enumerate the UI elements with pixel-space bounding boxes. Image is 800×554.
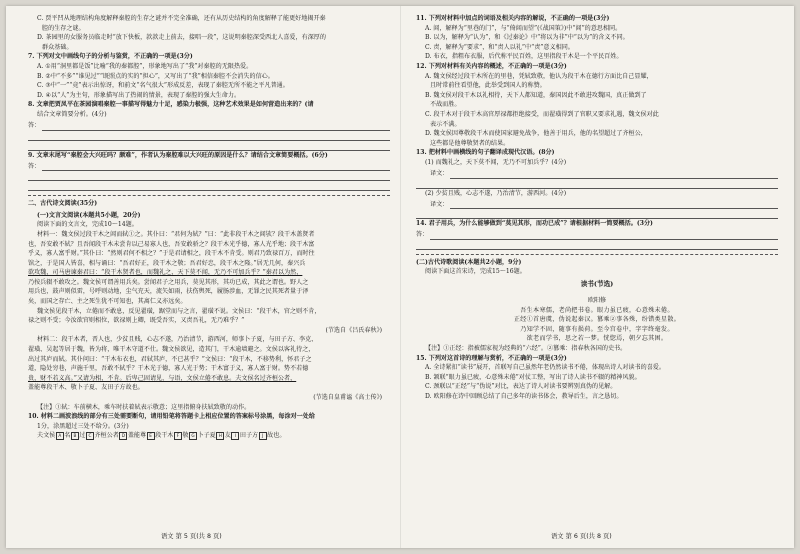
break-option-box[interactable]: J bbox=[259, 432, 267, 440]
reading-intro: 阅读下面的文言文，完成10～14题。 bbox=[37, 221, 138, 229]
material-1-line: 矣，而国之存亡、主之死生犹不可知也，其离仁义亦远矣。 bbox=[28, 298, 187, 306]
question-15-option-a: A. 全诗紧扣“读书”展开，首联写自己虽然年老仍然读书不倦，体现出诗人对读书的喜爱。 bbox=[425, 364, 665, 372]
question-11-option-a: A. 闾，解释为“里巷的门”，与“倚闾而望”(《战国策》)中“闾”的意思相同。 bbox=[425, 24, 622, 32]
question-8-answer-line[interactable] bbox=[28, 121, 390, 131]
annotation-note: 【注】①轼：车前横木，乘车时扶着轼表示敬意；这里指俯身扶轼致敬的动作。 bbox=[37, 403, 251, 411]
poem-title: 读书(节选) bbox=[580, 279, 614, 288]
material-1-line: 乃按兵辍不敢攻之。魏文侯可谓善用兵矣。尝闻君子之用兵，莫见其形，其功已成，其此之谓也。野人之 bbox=[28, 278, 309, 286]
answer-rule bbox=[42, 162, 390, 171]
break-option-box[interactable]: D bbox=[119, 432, 127, 440]
question-7-option-d: D. ④以“人”为主句，形象描写出了热闹的情景，表现了秦腔的强大生命力。 bbox=[37, 91, 241, 99]
material-2-line: 贵，财不若义高。”又请为相，不肯。后卑己固请见，与语，文侯立倦不敢息。夫文侯名过齐桓公者， bbox=[28, 374, 297, 382]
material-2-line: 盖能尊段干木、敬卜子夏、友田子方故也。 bbox=[28, 384, 144, 392]
sentence-grid bbox=[37, 431, 285, 441]
exam-sheet bbox=[6, 6, 794, 548]
material-1-line: 魏文侯见段干木，立倦而不敢息，反见翟璜，踞堂而与之言，翟璜不说。文侯曰：“段干木，官之则不肯， bbox=[37, 307, 321, 315]
material-2-source: (节选自皇甫谧《高士传》) bbox=[313, 394, 382, 401]
question-9-stem: 9. 文章末尾写“秦腔会大兴旺吗？颇难”，作者认为秦腔难以大兴旺的原因是什么？请结合文章简要概括。(6分) bbox=[28, 151, 328, 159]
answer-rule bbox=[450, 200, 778, 209]
question-15-option-c: C. 颈联以“正经”与“伪说”对比，表达了诗人对读书要辨别真伪的见解。 bbox=[425, 383, 617, 391]
question-14-stem: 14. 君子用兵，为什么能够做到“莫见其形，而功已成”？请根据材料一简要概括。(3分) bbox=[416, 220, 653, 228]
question-12-option-a-cont: 且时常前往看望他，此举受到国人的称赞。 bbox=[430, 82, 546, 90]
page-footer-left: 语文 第 5 页(共 8 页) bbox=[161, 533, 222, 540]
question-10-stem: 10. 材料二画波浪线的部分有三处需要断句，请用铅笔将答题卡上相应位置的答案标号涂黑，每涂对一处给 bbox=[28, 413, 315, 421]
sentence-fragment: 过 bbox=[79, 432, 86, 440]
answer-rule bbox=[42, 122, 390, 131]
question-15-stem: 15. 下列对这首诗的理解与赏析，不正确的一项是(3分) bbox=[416, 354, 567, 362]
question-10-stem-cont: 1分，涂黑超过三处不给分。(3分) bbox=[37, 422, 129, 430]
material-1-line: 欲攻魏，司马唐谏秦君曰：“段干木贤者也，而魏礼之，天下莫不闻，无乃不可加兵乎？”秦君以为然， bbox=[28, 269, 303, 277]
sentence-fragment: 卜子夏 bbox=[197, 432, 216, 440]
sentence-fragment: 友 bbox=[224, 432, 231, 440]
break-option-box[interactable]: I bbox=[231, 432, 239, 440]
question-11-stem: 11. 下列对材料中加点的词语及相关内容的解说，不正确的一项是(3分) bbox=[416, 15, 610, 22]
question-11-option-b: B. 以为，解释为“认为”，和《过秦论》中“将以为非”中“以为”的含义不同。 bbox=[425, 34, 629, 42]
question-12-option-d: D. 魏文侯因尊敬段干木而使国家避免战争，他善于用兵，他的名望超过了齐桓公， bbox=[425, 130, 647, 138]
text-line: 腔的生存之谜。 bbox=[42, 24, 85, 32]
sentence-fragment: 齐桓公者 bbox=[94, 432, 119, 440]
question-7-option-a: A. ①用“洞里都是饭”比喻“我的秦都腔”，形象地写出了“我”对秦腔的无限热爱。 bbox=[37, 62, 253, 70]
section-2-2-title: (二)古代诗歌阅读(本题共2小题，9分) bbox=[416, 258, 522, 266]
poem-note: 【注】①正经：指被儒家视为经典的“六经”。②篡乘：指春秋各国的史书。 bbox=[425, 345, 627, 353]
break-option-box[interactable]: C bbox=[86, 432, 94, 440]
answer-blank-line[interactable] bbox=[28, 141, 390, 151]
material-2-line: 翟璜、吴起等居于魏，皆为将，唯干木守道不仕。魏文侯欲见，造其门，干木逾墙避之。文侯以客礼待之， bbox=[28, 346, 315, 354]
section-2-title: 二、古代诗文阅读(35分) bbox=[28, 200, 98, 208]
poem-line: 欲老而学书，思之若一梦。恍惚焉，朝夕忘其困。 bbox=[526, 335, 668, 343]
page-footer-right: 语文 第 6 页(共 8 页) bbox=[551, 533, 612, 540]
question-13-sentence-2: (2) 少贫且贱，心志不遂，乃治清节，游西河。(4分) bbox=[425, 189, 567, 197]
section-2-1-title: (一)文言文阅读(本题共5小题，20分) bbox=[37, 211, 141, 219]
break-option-box[interactable]: A bbox=[56, 432, 64, 440]
break-option-box[interactable]: F bbox=[174, 432, 182, 440]
question-8-stem: 8. 文章把贾凤平在茶园演唱秦腔一事描写得魅力十足，感染力极强，这种艺术效果是如何营造出来的？(请 bbox=[28, 101, 314, 109]
question-12-option-b: B. 魏文侯对段干木以礼相待，天下人都知道，秦国因此不敢进攻魏国，真正做到了 bbox=[425, 91, 647, 99]
material-2-line: 材料二：段干木者，晋人也，少贫且贱，心志不遂，乃治清节，游西河，师事卜子夏，与田子方、李克、 bbox=[37, 336, 318, 344]
answer-blank-line[interactable] bbox=[416, 240, 778, 250]
text-line: 群众基础。 bbox=[42, 43, 73, 51]
question-12-option-b-cont: 不战而胜。 bbox=[430, 101, 461, 109]
translation-label: 译文： bbox=[430, 169, 449, 177]
answer-blank-line[interactable] bbox=[28, 171, 390, 181]
text-line: D. 茶园里的女服务员临走时“放下快板，款款走上前去，接唱一段”，这说明秦腔深受西北人喜爱，有深厚的 bbox=[37, 34, 326, 42]
answer-blank-line[interactable] bbox=[28, 131, 390, 141]
question-13-2-answer-line[interactable] bbox=[416, 199, 778, 209]
translation-label: 译文： bbox=[430, 200, 449, 208]
material-1-line: 材料一：魏文侯过段干木之闾而轼①之。其仆曰：“君何为轼？”曰：“此非段干木之闾欤？段干木盖贤者 bbox=[37, 230, 315, 238]
question-12-option-c: C. 段干木对于段干木高官厚禄都拒绝接受，而翟璜得到了官职又要求礼遇，魏文侯对此 bbox=[425, 110, 659, 118]
question-11-option-d: D. 布衣，指粗布衣服，后代称平民百姓，这里指段干木是一个平民百姓。 bbox=[425, 53, 623, 61]
page-fold bbox=[400, 6, 401, 548]
break-option-box[interactable]: E bbox=[147, 432, 155, 440]
answer-label: 答： bbox=[28, 121, 41, 129]
question-12-option-a: A. 魏文侯经过段干木所在的里巷，凭轼致敬，他认为段干木在德行方面比自己显耀， bbox=[425, 72, 653, 80]
sentence-fragment: 名 bbox=[64, 432, 71, 440]
question-7-option-b: B. ②中“不多”“谁见过”“既照点的实的”担心”，又写出了“我”相信秦腔不会消失的信心。 bbox=[37, 72, 274, 80]
material-2-line: 出过其庐而轼。其仆问曰：“干木布衣也，君轼其庐，不已甚乎？”文侯曰：“段干木，不移势利，怀君子之 bbox=[28, 355, 312, 363]
poem-intro: 阅读下面这首宋诗，完成15～16题。 bbox=[425, 268, 526, 276]
answer-label: 答： bbox=[28, 162, 41, 170]
section-divider bbox=[416, 254, 778, 255]
poem-line: 吾生本寒儒，老尚把书卷。眼力虽已疲，心意殊未倦。 bbox=[520, 306, 674, 314]
question-12-stem: 12. 下列对材料有关内容的概述，不正确的一项是(3分) bbox=[416, 62, 567, 70]
answer-rule bbox=[450, 170, 778, 179]
question-15-option-b: B. 颔联“眼力虽已疲，心意殊未倦”对仗工整，写出了诗人读书不辍的精神风貌。 bbox=[425, 373, 641, 381]
break-option-box[interactable]: H bbox=[216, 432, 224, 440]
question-15-option-d: D. 欧阳修在诗中回顾总结了自己多年的读书体会，教导后生，言之恳切。 bbox=[425, 393, 623, 400]
answer-blank-line[interactable] bbox=[28, 181, 390, 191]
material-1-line: 也，吾安敢不轼？且吾闻段干木未尝肯以己易寡人也，吾安敢骄之？段干木光乎德，寡人光乎地；段干木富 bbox=[28, 240, 315, 248]
answer-rule bbox=[430, 231, 778, 240]
question-10-sentence bbox=[28, 431, 390, 441]
poem-line: 正经①首唐虞，伪说起秦汉。篡乘②事各殊，纷错类星散。 bbox=[513, 316, 681, 324]
sentence-fragment: 段干木 bbox=[155, 432, 174, 440]
section-divider bbox=[28, 195, 390, 196]
question-13-sentence-1: (1) 而魏礼之，天下莫不闻，无乃不可加兵乎？(4分) bbox=[425, 158, 567, 166]
question-11-option-c: C. 责，解释为“要求”，和“责人以礼”中“责”意义相同。 bbox=[425, 43, 574, 51]
material-1-line: 乎义，寡人富乎财。”其仆曰：“然则君何不相之？”于是君请相之，段干木不肯受。则君乃致禄百万，而时往 bbox=[28, 250, 315, 258]
right-page bbox=[416, 14, 778, 524]
break-option-box[interactable]: G bbox=[189, 432, 197, 440]
sentence-fragment: 田子方 bbox=[239, 432, 259, 440]
question-7-stem: 7. 下列对文中画线句子的分析与鉴赏，不正确的一项是(3分) bbox=[28, 53, 193, 61]
material-1-line: 馆之，于是国人皆喜，相与诵曰：“吾君好正，段干木之敬；吾君好忠，段干木之隆。”居无几何，秦兴兵 bbox=[28, 259, 306, 267]
question-12-option-c-cont: 表示不满。 bbox=[430, 120, 461, 128]
answer-label: 答： bbox=[416, 231, 429, 239]
answer-blank-line[interactable] bbox=[416, 179, 778, 189]
sentence-fragment: 故也。 bbox=[267, 432, 286, 440]
sentence-fragment: 夫文侯 bbox=[37, 432, 56, 440]
material-2-line: 道，隐处穷巷，声施千里，吾敢不轼乎？干木光于德，寡人光于势；干木富于义，寡人富于财。势不若德 bbox=[28, 365, 309, 373]
answer-blank-line[interactable] bbox=[416, 209, 778, 219]
text-line: C. 贾平凹从地理结构角度解释秦腔的生存之谜并不完全准确，还有从历史结构的角度解释了能更好地揭开秦 bbox=[37, 15, 326, 22]
material-1-source: (节选自《吕氏春秋》) bbox=[325, 326, 382, 334]
sentence-fragment: 盖能尊 bbox=[127, 432, 147, 440]
left-page bbox=[28, 14, 390, 524]
material-1-line: 禄之则不受；今汝欲官则相位，欲禄则上卿，既受吾实，又责吾礼，无乃难乎？” bbox=[28, 317, 245, 325]
question-14-answer-line[interactable] bbox=[416, 230, 778, 240]
break-option-box[interactable]: B bbox=[71, 432, 79, 440]
poem-line: 乃知学不固，随事有损荷。至今宫卷中，字字终毫发。 bbox=[520, 325, 674, 333]
question-9-answer-line[interactable] bbox=[28, 161, 390, 171]
poem-author: 欧阳修 bbox=[587, 297, 607, 305]
material-1-line: 用兵也，鼓声则似雷，号呼则动地，尘气充天，流矢如雨，扶伤舆死，履肠涉血，无罪之民其死者量于泽 bbox=[28, 288, 309, 296]
question-13-1-answer-line[interactable] bbox=[416, 169, 778, 179]
question-7-option-c: C. ③中“一”“竟”表示出惊讶，和前文“名气很大”形成反差，表现了秦腔无所不能之平凡普通。 bbox=[37, 82, 289, 90]
question-13-stem: 13. 把材料中画横线的句子翻译成现代汉语。(8分) bbox=[416, 149, 555, 157]
sentence-fragment: 敬 bbox=[182, 432, 189, 440]
question-8-stem-cont: 结合文章简要分析。(4分) bbox=[37, 110, 107, 118]
question-12-option-d-cont: 这些都是他尊敬贤者的结果。 bbox=[430, 139, 510, 147]
